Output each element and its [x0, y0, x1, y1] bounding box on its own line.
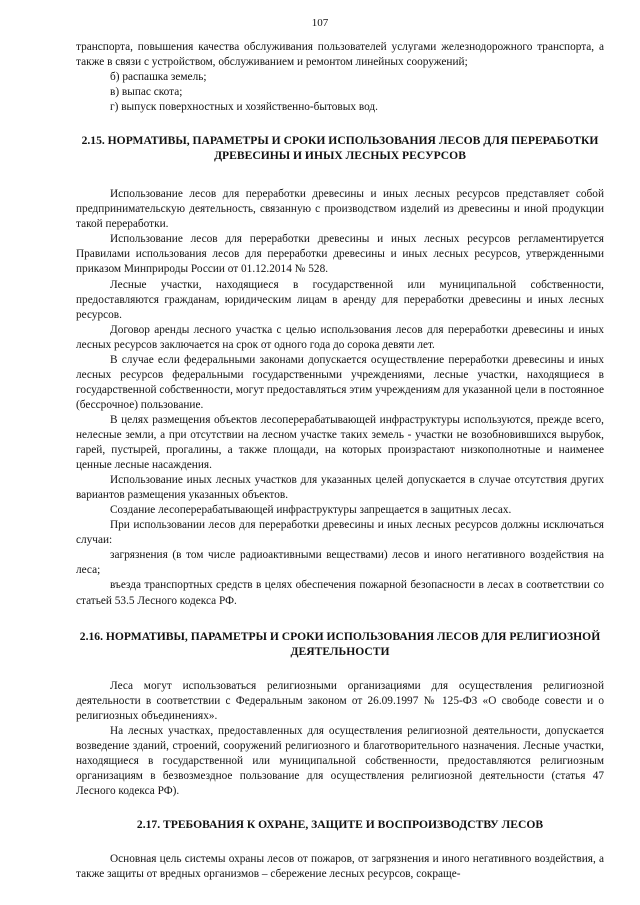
paragraph: загрязнения (в том числе радиоактивными веществами) лесов и иного негативного воздействия на леса;	[76, 549, 604, 577]
paragraph: Лесные участки, находящиеся в государственной или муниципальной собственности, предоставляются гражданам, юридическим лицам в аренду для переработки древесины и иных лесных ресурсов.	[76, 278, 604, 321]
paragraph: Договор аренды лесного участка с целью использования лесов для переработки древесины и иных лесных ресурсов заключается на срок от одного года до сорока девяти лет.	[76, 323, 604, 351]
page-number: 107	[311, 17, 329, 29]
list-item: б) распашка земель;	[110, 71, 207, 84]
intro-paragraph: транспорта, повышения качества обслуживания пользователей услугами железнодорожного транспорта, а также в связи с устройством, обслуживанием и ремонтом линейных сооружений;	[76, 41, 604, 69]
section-heading-2-17: 2.17. ТРЕБОВАНИЯ К ОХРАНЕ, ЗАЩИТЕ И ВОСПРОИЗВОДСТВУ ЛЕСОВ	[136, 817, 544, 831]
paragraph: Основная цель системы охраны лесов от пожаров, от загрязнения и иного негативного воздействия, а также защиты от вредных организмов – сбережение лесных ресурсов, сокраще-	[76, 852, 604, 880]
section-heading-2-15: 2.15. НОРМАТИВЫ, ПАРАМЕТРЫ И СРОКИ ИСПОЛЬЗОВАНИЯ ЛЕСОВ ДЛЯ ПЕРЕРАБОТКИ ДРЕВЕСИНЫ И ИНЫХ ЛЕСНЫХ РЕСУРСОВ	[81, 134, 599, 163]
paragraph: Использование лесов для переработки древесины и иных лесных ресурсов регламентируется Правилами использования лесов для переработки древесины и иных лесных ресурсов, утвержденными приказом Минприроды России от 01.12.2014 № 528.	[76, 233, 604, 276]
document-body	[76, 40, 604, 882]
paragraph: На лесных участках, предоставленных для осуществления религиозной деятельности, допускается возведение зданий, строений, сооружений религиозного и благотворительного назначения. Лесные участки, находящиеся в государственной или муниципальной собственности, предоставляются религиозным организациям в безвозмездное пользование для осуществления религиозной деятельности (статья 47 Лесного кодекса РФ).	[76, 724, 604, 797]
paragraph: Леса могут использоваться религиозными организациями для осуществления религиозной деятельности в соответствии с Федеральным законом от 26.09.1997 № 125-ФЗ «О свободе совести и о религиозных объединениях».	[76, 679, 604, 722]
paragraph: В случае если федеральными законами допускается осуществление переработки древесины и иных лесных ресурсов федеральными государственными учреждениями, лесные участки, находящиеся в государственной собственности, могут предоставляться этим учреждениям для указанной цели в постоянное (бессрочное) пользование.	[76, 353, 604, 411]
list-item: в) выпас скота;	[110, 86, 183, 99]
paragraph: В целях размещения объектов лесоперерабатывающей инфраструктуры используются, прежде всего, нелесные земли, а при отсутствии на лесном участке таких земель - участки не возобновившихся вырубок, гарей, пустырей, прогалины, а также площади, на которых произрастают низкополнотные и наименее ценные лесные насаждения.	[76, 413, 604, 472]
paragraph: въезда транспортных средств в целях обеспечения пожарной безопасности в лесах в соответствии со статьей 53.5 Лесного кодекса РФ.	[76, 579, 604, 607]
paragraph: Использование иных лесных участков для указанных целей допускается в случае отсутствия других вариантов размещения указанных объектов.	[76, 474, 604, 502]
section-heading-2-16: 2.16. НОРМАТИВЫ, ПАРАМЕТРЫ И СРОКИ ИСПОЛЬЗОВАНИЯ ЛЕСОВ ДЛЯ РЕЛИГИОЗНОЙ ДЕЯТЕЛЬНОСТИ	[79, 629, 601, 658]
paragraph: Создание лесоперерабатывающей инфраструктуры запрещается в защитных лесах.	[110, 504, 512, 517]
paragraph: Использование лесов для переработки древесины и иных лесных ресурсов представляет собой предпринимательскую деятельность, связанную с производством изделий из древесины и иной продукции такой переработки.	[76, 188, 604, 231]
paragraph: При использовании лесов для переработки древесины и иных лесных ресурсов должны исключаться случаи:	[76, 519, 604, 547]
list-item: г) выпуск поверхностных и хозяйственно-бытовых вод.	[110, 101, 378, 114]
